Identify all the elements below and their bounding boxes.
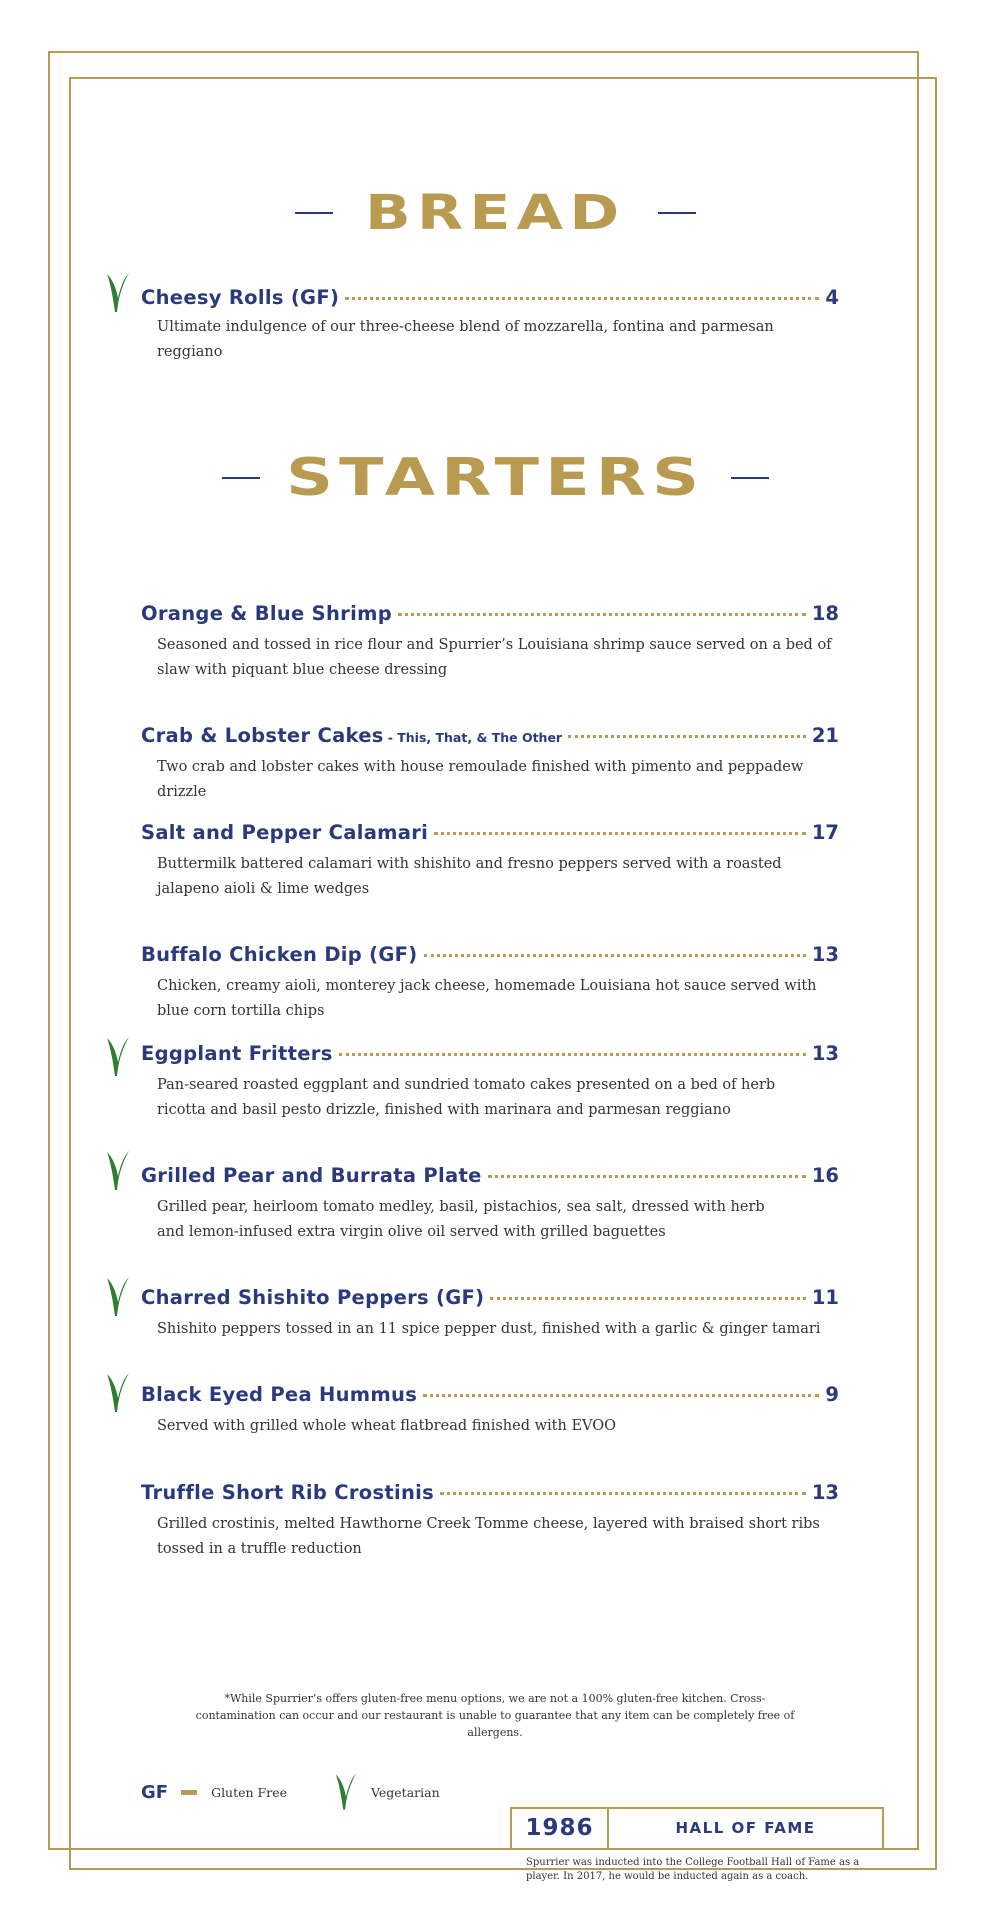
item-price: 13 — [811, 1481, 839, 1504]
item-price: 11 — [811, 1286, 839, 1309]
legend-dash — [181, 1790, 197, 1795]
menu-item — [141, 1042, 839, 1123]
hall-of-fame-caption: Spurrier was inducted into the College Football Hall of Fame as a player. In 2017, he would be inducted again as a coach. — [526, 1857, 860, 1882]
item-description: Chicken, creamy aioli, monterey jack cheese, homemade Louisiana hot sauce served with blue corn tortilla chips — [157, 978, 817, 1019]
allergen-footnote: *While Spurrier’s offers gluten-free menu options, we are not a 100% gluten-free kitchen. Cross-contamination can occur and our restaurant is unable to guarantee that any item can be completely free of allergens. — [195, 1692, 795, 1739]
menu-item — [141, 286, 839, 365]
dot-leader — [345, 297, 819, 300]
item-name: Truffle Short Rib Crostinis — [141, 1481, 435, 1504]
item-description: Served with grilled whole wheat flatbread finished with EVOO — [157, 1418, 617, 1434]
leaf-icon — [104, 1148, 132, 1194]
item-description: Seasoned and tossed in rice flour and Spurrier’s Louisiana shrimp sauce served on a bed of slaw with piquant blue cheese dressing — [157, 637, 832, 678]
item-name: Crab & Lobster Cakes — [141, 724, 384, 747]
item-description: Shishito peppers tossed in an 11 spice pepper dust, finished with a garlic & ginger tamari — [157, 1321, 821, 1337]
legend-veg-label: Vegetarian — [371, 1784, 440, 1800]
header-rule-left — [222, 477, 260, 479]
item-price: 9 — [825, 1383, 839, 1406]
item-price: 13 — [811, 943, 839, 966]
leaf-icon — [333, 1770, 359, 1814]
legend — [141, 1770, 440, 1814]
item-name: Charred Shishito Peppers (GF) — [141, 1286, 485, 1309]
leaf-icon — [104, 270, 132, 316]
bread-section-title: BREAD — [365, 185, 626, 241]
leaf-icon — [104, 1370, 132, 1416]
menu-item — [141, 1286, 839, 1342]
item-description: Two crab and lobster cakes with house remoulade finished with pimento and peppadew drizzle — [157, 759, 804, 800]
menu-item — [141, 821, 839, 902]
menu-item — [141, 1383, 839, 1439]
dot-leader — [488, 1175, 806, 1178]
item-subtitle: - This, That, & The Other — [387, 730, 563, 745]
starters-section-title: STARTERS — [285, 448, 706, 508]
item-price: 17 — [811, 821, 839, 844]
leaf-icon — [104, 1274, 132, 1320]
header-rule-left — [295, 212, 333, 214]
bread-section-header — [0, 185, 991, 241]
header-rule-right — [731, 477, 769, 479]
item-description: Buttermilk battered calamari with shishito and fresno peppers served with a roasted jalapeno aioli & lime wedges — [157, 856, 782, 897]
legend-gf-label: Gluten Free — [211, 1784, 287, 1800]
dot-leader — [423, 1394, 819, 1397]
item-description: Pan-seared roasted eggplant and sundried tomato cakes presented on a bed of herb ricotta and basil pesto drizzle, finished with marinara and parmesan reggiano — [157, 1077, 776, 1118]
menu-item — [141, 1481, 839, 1562]
dot-leader — [490, 1297, 805, 1300]
menu-item — [141, 724, 839, 805]
item-price: 13 — [811, 1042, 839, 1065]
item-price: 21 — [811, 724, 839, 747]
menu-item — [141, 1164, 839, 1245]
item-price: 4 — [825, 286, 839, 309]
leaf-icon — [104, 1034, 132, 1080]
dot-leader — [398, 613, 806, 616]
header-rule-right — [658, 212, 696, 214]
item-name: Cheesy Rolls (GF) — [141, 286, 340, 309]
legend-gf-abbr: GF — [141, 1781, 169, 1803]
menu-item — [141, 602, 839, 683]
hall-of-fame-label: HALL OF FAME — [675, 1819, 816, 1837]
item-name: Black Eyed Pea Hummus — [141, 1383, 418, 1406]
item-price: 16 — [811, 1164, 839, 1187]
dot-leader — [568, 735, 806, 738]
item-description: Grilled crostinis, melted Hawthorne Creek Tomme cheese, layered with braised short ribs tossed in a truffle reduction — [157, 1516, 820, 1557]
menu-item — [141, 943, 839, 1024]
hall-of-fame-year: 1986 — [512, 1809, 609, 1848]
item-name: Eggplant Fritters — [141, 1042, 333, 1065]
dot-leader — [424, 954, 806, 957]
item-name: Buffalo Chicken Dip (GF) — [141, 943, 418, 966]
dot-leader — [434, 832, 806, 835]
starters-section-header — [0, 448, 991, 508]
item-name: Grilled Pear and Burrata Plate — [141, 1164, 482, 1187]
item-description: Ultimate indulgence of our three-cheese blend of mozzarella, fontina and parmesan reggiano — [157, 319, 774, 360]
hall-of-fame-box — [510, 1807, 884, 1850]
dot-leader — [440, 1492, 806, 1495]
item-name: Orange & Blue Shrimp — [141, 602, 392, 625]
item-description: Grilled pear, heirloom tomato medley, basil, pistachios, sea salt, dressed with herb and lemon-infused extra virgin olive oil served with grilled baguettes — [157, 1199, 765, 1240]
item-price: 18 — [811, 602, 839, 625]
dot-leader — [339, 1053, 806, 1056]
item-name: Salt and Pepper Calamari — [141, 821, 429, 844]
